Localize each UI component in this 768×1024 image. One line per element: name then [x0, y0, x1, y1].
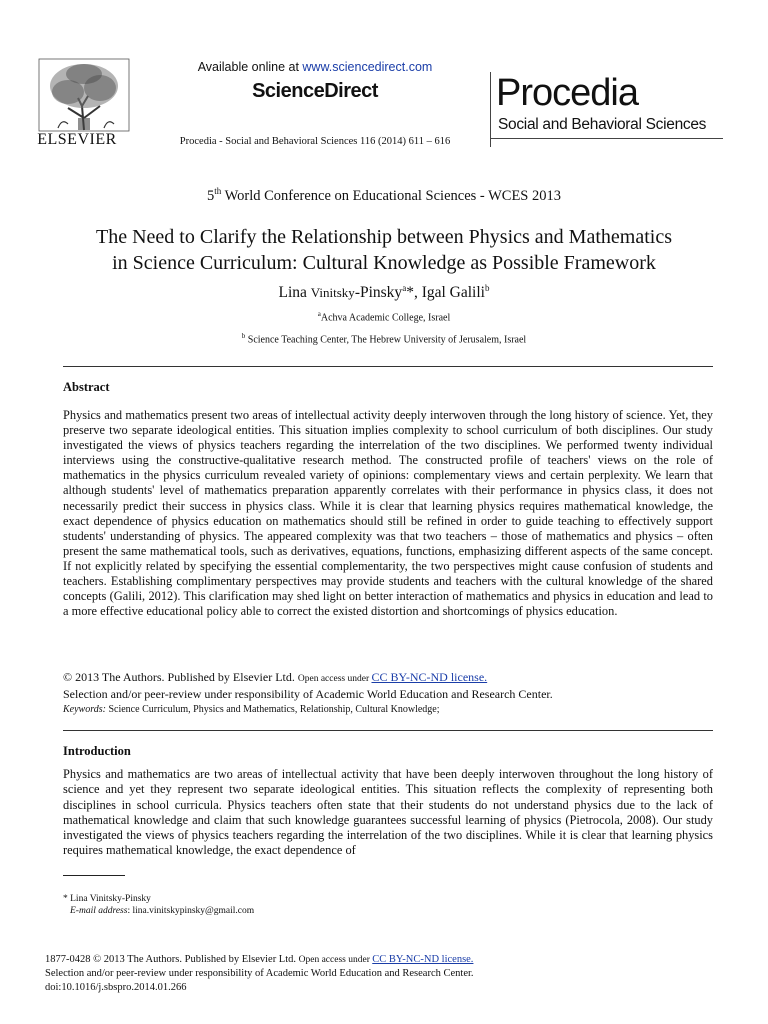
- copyright-block: [63, 670, 713, 702]
- corresponding-star: *,: [406, 284, 422, 302]
- peer-review-line: Selection and/or peer-review under responsibility of Academic World Education and Research Center.: [63, 687, 553, 701]
- abstract-bottom-rule: [63, 730, 713, 731]
- conference-number: 5: [206, 187, 215, 204]
- paper-title: [40, 224, 728, 276]
- footer-issn-text: 1877-0428 © 2013 The Authors. Published by Elsevier Ltd.: [45, 954, 299, 965]
- procedia-title: Procedia: [496, 72, 638, 114]
- sciencedirect-logo: ScienceDirect: [252, 80, 378, 102]
- footer-license-link[interactable]: CC BY-NC-ND license.: [372, 954, 474, 965]
- keywords-line: [63, 704, 713, 715]
- footer-doi[interactable]: doi:10.1016/j.sbspro.2014.01.266: [45, 982, 187, 993]
- sciencedirect-url[interactable]: www.sciencedirect.com: [302, 60, 433, 74]
- author-1-affil-mark: a: [402, 283, 407, 293]
- license-link[interactable]: CC BY-NC-ND license.: [371, 670, 488, 684]
- affiliation-b: [0, 332, 768, 345]
- footer-review-line: Selection and/or peer-review under responsibility of Academic World Education and Research Center.: [45, 968, 474, 979]
- available-online-label: Available online at: [197, 60, 303, 74]
- paper-title-line-1: The Need to Clarify the Relationship between Physics and Mathematics: [96, 226, 672, 248]
- procedia-frame-vertical: [490, 72, 491, 147]
- footnote-author: * Lina Vinitsky-Pinsky: [63, 894, 151, 904]
- author-2-affil-mark: b: [484, 283, 490, 293]
- copyright-line: [63, 670, 713, 687]
- journal-citation: Procedia - Social and Behavioral Sciences 116 (2014) 611 – 616: [179, 136, 451, 147]
- footnote-rule: [63, 875, 125, 876]
- introduction-body: Physics and mathematics are two areas of intellectual activity that have been deeply interwoven throughout the long history of science and yet they represent two separate ideological entities. This situation reflects the complexity of representing both disciplines in school curricula. Physics teachers often state that their students do not understand physics due to the lack of mathematical knowledge and claim that such knowledge guarantees successful learning of physics (Pietrocola, 2008). Our study investigated the views of physics teachers regarding the interrelation of the two disciplines. While it is clear that learning physics requires mathematical knowledge, the exact dependence of: [63, 767, 713, 858]
- procedia-subtitle: Social and Behavioral Sciences: [498, 116, 707, 133]
- abstract-top-rule: [63, 366, 713, 367]
- abstract-heading: Abstract: [63, 380, 110, 394]
- conference-line: [0, 186, 768, 205]
- conference-name: World Conference on Educational Sciences - WCES 2013: [221, 187, 562, 204]
- footer-issn-line: [45, 954, 473, 965]
- abstract-body: Physics and mathematics present two areas of intellectual activity deeply interwoven through the long history of science. Yet, they preserve two separate ideological entities. This situation implies complexity to school curriculum of both disciplines. Our study investigated the views of physics teachers regarding the interrelation of the two disciplines. We performed twenty individual interviews using the constructive-qualitative research method. The constructed profile of teachers' views on the role of mathematics in the physics curriculum revealed variety of opinions: complementary views and certain perplexity. We learn that although students' level of mathematics preparation apparently correlates with their performance in physics class, it does not necessarily predict their success in physics class. While it is clear that learning physics requires mathematical knowledge, the exact dependence of physics education on mathematics should still be refined in order to guide teaching to effectively support students' understanding of physics. The appeared complexity was that two teachers – those of mathematics and physics – often present the same mathematical tools, such as derivatives, equations, functions, emphasizing different aspects of the same concept. If not explicitly related by specifying the essential complementarity, the two perspectives might cause confusion of students and teachers. Establishing complimentary perspectives may provide students and teachers with the cultural knowledge of the shared concepts (Galili, 2012). This clarification may shed light on better interaction of mathematics and physics in education and lead to a more effective educational policy able to correct the existed distortion and shortcomings of physics education.: [63, 408, 713, 619]
- procedia-frame-horizontal: [490, 138, 723, 139]
- affiliation-b-mark: b: [241, 332, 246, 340]
- author-1-family: -Pinsky: [354, 284, 403, 302]
- available-online-line: [150, 60, 480, 74]
- open-access-label: Open access under: [297, 674, 372, 684]
- introduction-heading: Introduction: [63, 744, 131, 758]
- author-2: Igal Galili: [421, 284, 485, 302]
- elsevier-wordmark: ELSEVIER: [37, 131, 117, 148]
- affiliation-a-mark: a: [317, 310, 321, 318]
- author-1-given: Lina: [278, 284, 311, 302]
- keywords-label: Keywords:: [63, 704, 106, 715]
- footer-open-access-label: Open access under: [298, 955, 373, 965]
- authors-line: [0, 283, 768, 302]
- paper-title-line-2: in Science Curriculum: Cultural Knowledge as Possible Framework: [112, 252, 656, 274]
- affiliation-a: [0, 310, 768, 323]
- conference-ordinal: th: [214, 186, 222, 196]
- footnote-email: [70, 906, 254, 916]
- author-1-middle: Vinitsky: [310, 285, 355, 301]
- affiliation-b-text: Science Teaching Center, The Hebrew University of Jerusalem, Israel: [245, 334, 527, 346]
- keywords-text: Science Curriculum, Physics and Mathematics, Relationship, Cultural Knowledge;: [105, 704, 440, 715]
- copyright-text: © 2013 The Authors. Published by Elsevier Ltd.: [63, 670, 298, 684]
- email-label: E-mail address: [70, 906, 128, 916]
- email-address[interactable]: : lina.vinitskypinsky@gmail.com: [127, 906, 255, 916]
- affiliation-a-text: Achva Academic College, Israel: [320, 312, 451, 324]
